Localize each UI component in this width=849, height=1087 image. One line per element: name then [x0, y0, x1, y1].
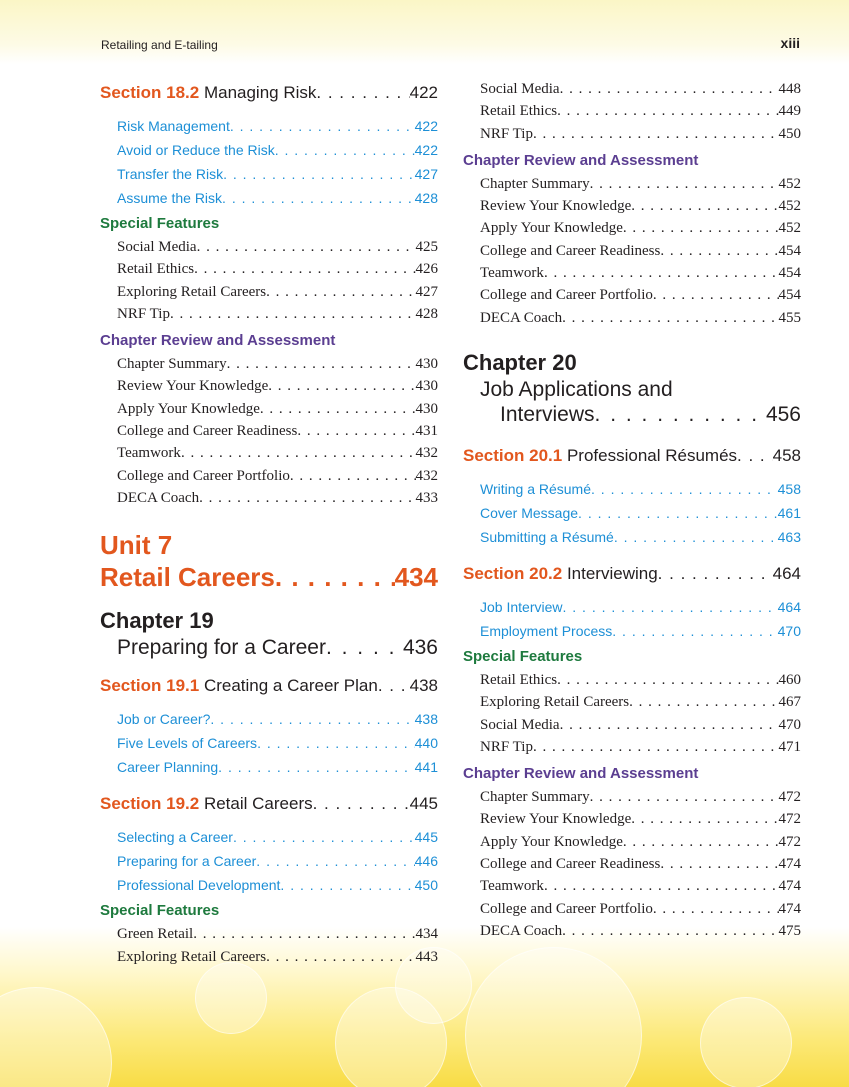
- chapter-19-entry[interactable]: [117, 635, 438, 661]
- review-page: 430: [415, 378, 438, 395]
- subsection-label: Selecting a Career: [117, 829, 233, 846]
- toc-subsection[interactable]: [117, 731, 438, 755]
- review-label: College and Career Readiness: [480, 856, 661, 873]
- toc-subsection[interactable]: [480, 525, 801, 549]
- toc-review-item[interactable]: [480, 920, 801, 942]
- review-label: College and Career Portfolio: [117, 467, 290, 484]
- subsection-label: Five Levels of Careers: [117, 735, 258, 752]
- toc-feature[interactable]: [117, 236, 438, 258]
- toc-review-item[interactable]: [480, 853, 801, 875]
- toc-review-item[interactable]: [117, 375, 438, 397]
- feature-label: Retail Ethics: [117, 261, 195, 278]
- toc-review-item[interactable]: [117, 442, 438, 464]
- feature-page: 434: [415, 926, 438, 943]
- feature-label: NRF Tip: [480, 125, 533, 142]
- toc-review-item[interactable]: [480, 284, 801, 306]
- toc-review-item[interactable]: [117, 398, 438, 420]
- section-title: Retail Careers: [203, 794, 313, 814]
- subsection-page: 446: [414, 853, 438, 870]
- feature-label: Green Retail: [117, 926, 194, 943]
- toc-review-item[interactable]: [480, 831, 801, 853]
- review-label: Apply Your Knowledge: [480, 220, 623, 237]
- toc-feature[interactable]: [117, 258, 438, 280]
- feature-label: NRF Tip: [117, 305, 170, 322]
- section-number: Section 20.1: [463, 445, 563, 465]
- unit-7-entry[interactable]: [100, 561, 438, 593]
- chapter-review-heading: Chapter Review and Assessment: [463, 151, 699, 169]
- subsection-page: 450: [414, 877, 438, 894]
- toc-review-item[interactable]: [480, 217, 801, 239]
- subsection-page: 427: [414, 166, 438, 182]
- subsection-page: 458: [777, 480, 801, 497]
- feature-page: 443: [415, 948, 438, 965]
- page-header: [0, 0, 849, 64]
- chapter-20-title-line1: Job Applications and: [480, 377, 673, 401]
- review-label: Chapter Summary: [480, 789, 590, 806]
- subsection-label: Avoid or Reduce the Risk: [117, 142, 275, 158]
- subsection-label: Professional Development: [117, 877, 281, 894]
- review-label: Teamwork: [117, 445, 181, 462]
- toc-review-item[interactable]: [117, 487, 438, 509]
- special-features-heading: Special Features: [100, 215, 220, 232]
- toc-review-item[interactable]: [480, 173, 801, 195]
- toc-feature[interactable]: [117, 303, 438, 325]
- feature-label: Exploring Retail Careers: [117, 948, 267, 965]
- section-number: Section 19.2: [100, 794, 200, 814]
- section-19-1-entry[interactable]: [100, 673, 438, 699]
- review-page: 452: [778, 220, 801, 237]
- review-label: Chapter Summary: [117, 356, 227, 373]
- feature-label: Exploring Retail Careers: [117, 283, 267, 300]
- chapter-review-heading: Chapter Review and Assessment: [100, 332, 336, 350]
- feature-page: 449: [778, 103, 801, 120]
- toc-review-item[interactable]: [480, 240, 801, 262]
- subsection-page: 470: [777, 622, 801, 639]
- review-page: 452: [778, 198, 801, 215]
- review-page: 431: [415, 423, 438, 440]
- section-title: Creating a Career Plan: [203, 676, 378, 696]
- chapter-20-entry[interactable]: [500, 403, 801, 427]
- special-features-heading: Special Features: [463, 647, 583, 665]
- toc-feature[interactable]: [480, 691, 801, 713]
- section-page: 438: [409, 676, 438, 696]
- feature-label: Social Media: [480, 81, 560, 97]
- subsection-label: Transfer the Risk: [117, 166, 224, 182]
- chapter-review-heading: Chapter Review and Assessment: [463, 765, 699, 783]
- feature-page: 428: [415, 305, 438, 322]
- subsection-label: Preparing for a Career: [117, 853, 257, 870]
- feature-label: Social Media: [117, 239, 197, 255]
- review-label: Apply Your Knowledge: [117, 400, 260, 417]
- toc-feature[interactable]: [480, 669, 801, 691]
- subsection-page: 438: [414, 711, 438, 728]
- subsection-page: 422: [414, 118, 438, 134]
- feature-page: 467: [778, 694, 801, 711]
- chapter-page: 436: [402, 636, 438, 660]
- review-page: 475: [778, 922, 801, 939]
- toc-feature[interactable]: [480, 123, 801, 145]
- subsection-label: Submitting a Résumé: [480, 528, 614, 545]
- subsection-label: Risk Management: [117, 118, 230, 134]
- toc-feature[interactable]: [117, 923, 438, 945]
- review-label: College and Career Readiness: [480, 242, 661, 259]
- feature-page: 460: [778, 671, 801, 688]
- review-page: 474: [778, 878, 801, 895]
- subsection-page: 440: [414, 735, 438, 752]
- subsection-page: 422: [414, 142, 438, 158]
- section-number: Section 18.2: [100, 83, 200, 102]
- review-label: Review Your Knowledge: [480, 811, 632, 828]
- review-page: 454: [778, 287, 801, 304]
- toc-review-item[interactable]: [480, 875, 801, 897]
- toc-subsection[interactable]: [117, 707, 438, 731]
- review-label: Teamwork: [480, 265, 544, 282]
- review-label: College and Career Readiness: [117, 423, 298, 440]
- review-label: DECA Coach: [480, 309, 563, 326]
- subsection-page: 464: [777, 598, 801, 615]
- subsection-label: Career Planning: [117, 759, 219, 776]
- toc-review-item[interactable]: [480, 808, 801, 830]
- section-20-1-entry[interactable]: [463, 443, 801, 469]
- section-19-2-entry[interactable]: [100, 791, 438, 817]
- subsection-page: 463: [777, 528, 801, 545]
- page-number: xiii: [780, 35, 800, 51]
- toc-right-column: [463, 78, 801, 942]
- book-title: Retailing and E-tailing: [101, 38, 218, 52]
- toc-subsection[interactable]: [480, 619, 801, 643]
- feature-page: 448: [778, 81, 801, 97]
- toc-subsection[interactable]: [480, 501, 801, 525]
- subsection-page: 428: [414, 190, 438, 206]
- review-label: Apply Your Knowledge: [480, 833, 623, 850]
- review-page: 455: [778, 309, 801, 326]
- subsection-label: Employment Process: [480, 622, 613, 639]
- review-label: College and Career Portfolio: [480, 900, 653, 917]
- toc-subsection[interactable]: [117, 849, 438, 873]
- review-page: 474: [778, 856, 801, 873]
- toc-review-item[interactable]: [480, 898, 801, 920]
- review-label: College and Career Portfolio: [480, 287, 653, 304]
- toc-review-item[interactable]: [117, 353, 438, 375]
- review-page: 472: [778, 833, 801, 850]
- review-page: 433: [415, 489, 438, 506]
- section-18-2-entry[interactable]: [100, 80, 438, 106]
- subsection-label: Job or Career?: [117, 711, 211, 728]
- toc-subsection[interactable]: [117, 825, 438, 849]
- toc-review-item[interactable]: [480, 786, 801, 808]
- review-label: DECA Coach: [480, 922, 563, 939]
- review-page: 432: [415, 445, 438, 462]
- review-page: 430: [415, 356, 438, 373]
- subsection-label: Writing a Résumé: [480, 480, 592, 497]
- toc-subsection[interactable]: [117, 873, 438, 897]
- chapter-title-line2: Interviews: [500, 402, 595, 426]
- feature-page: 450: [778, 125, 801, 142]
- toc-review-item[interactable]: [117, 420, 438, 442]
- toc-feature[interactable]: [117, 946, 438, 968]
- toc-feature[interactable]: [480, 736, 801, 758]
- subsection-page: 461: [777, 504, 801, 521]
- subsection-label: Job Interview: [480, 598, 563, 615]
- toc-review-item[interactable]: [480, 262, 801, 284]
- review-page: 454: [778, 242, 801, 259]
- section-number: Section 20.2: [463, 563, 563, 583]
- toc-subsection[interactable]: [117, 162, 438, 186]
- review-label: Review Your Knowledge: [480, 198, 632, 215]
- chapter-title: Preparing for a Career: [117, 636, 326, 660]
- toc-review-item[interactable]: [480, 195, 801, 217]
- toc-subsection[interactable]: [117, 138, 438, 162]
- toc-feature[interactable]: [117, 281, 438, 303]
- section-page: 464: [772, 563, 801, 583]
- toc-feature[interactable]: [480, 714, 801, 736]
- subsection-page: 445: [414, 829, 438, 846]
- unit-page: 434: [394, 562, 438, 593]
- feature-page: 471: [778, 738, 801, 755]
- review-label: Teamwork: [480, 878, 544, 895]
- toc-subsection[interactable]: [480, 477, 801, 501]
- feature-page: 427: [415, 283, 438, 300]
- toc-left-column: [100, 78, 438, 968]
- subsection-label: Cover Message: [480, 504, 579, 521]
- section-title: Interviewing: [566, 563, 658, 583]
- review-page: 454: [778, 265, 801, 282]
- review-page: 430: [415, 400, 438, 417]
- section-title: Managing Risk: [203, 83, 317, 102]
- subsection-label: Assume the Risk: [117, 190, 223, 206]
- section-page: 422: [409, 83, 438, 102]
- section-20-2-entry[interactable]: [463, 561, 801, 587]
- unit-title: Retail Careers: [100, 562, 275, 593]
- review-page: 472: [778, 789, 801, 806]
- feature-label: NRF Tip: [480, 738, 533, 755]
- toc-subsection[interactable]: [117, 114, 438, 138]
- toc-subsection[interactable]: [117, 186, 438, 210]
- section-title: Professional Résumés: [566, 445, 738, 465]
- feature-page: 425: [415, 239, 438, 255]
- unit-label: Unit 7: [100, 530, 173, 561]
- review-page: 432: [415, 467, 438, 484]
- review-page: 474: [778, 900, 801, 917]
- feature-page: 426: [415, 261, 438, 278]
- special-features-heading: Special Features: [100, 902, 220, 920]
- review-label: DECA Coach: [117, 489, 200, 506]
- feature-page: 470: [778, 716, 801, 733]
- chapter-20-label: Chapter 20: [463, 349, 577, 375]
- toc-feature[interactable]: [480, 100, 801, 122]
- section-page: 445: [409, 794, 438, 814]
- review-page: 472: [778, 811, 801, 828]
- chapter-19-label: Chapter 19: [100, 608, 214, 634]
- review-label: Chapter Summary: [480, 175, 590, 192]
- review-label: Review Your Knowledge: [117, 378, 269, 395]
- toc-feature[interactable]: [480, 78, 801, 100]
- feature-label: Retail Ethics: [480, 671, 558, 688]
- feature-label: Retail Ethics: [480, 103, 558, 120]
- toc-review-item[interactable]: [117, 465, 438, 487]
- subsection-page: 441: [414, 759, 438, 776]
- toc-review-item[interactable]: [480, 307, 801, 329]
- section-number: Section 19.1: [100, 676, 200, 696]
- review-page: 452: [778, 175, 801, 192]
- toc-subsection[interactable]: [480, 595, 801, 619]
- chapter-page: 456: [765, 402, 801, 426]
- toc-subsection[interactable]: [117, 755, 438, 779]
- feature-label: Exploring Retail Careers: [480, 694, 630, 711]
- section-page: 458: [772, 445, 801, 465]
- feature-label: Social Media: [480, 716, 560, 733]
